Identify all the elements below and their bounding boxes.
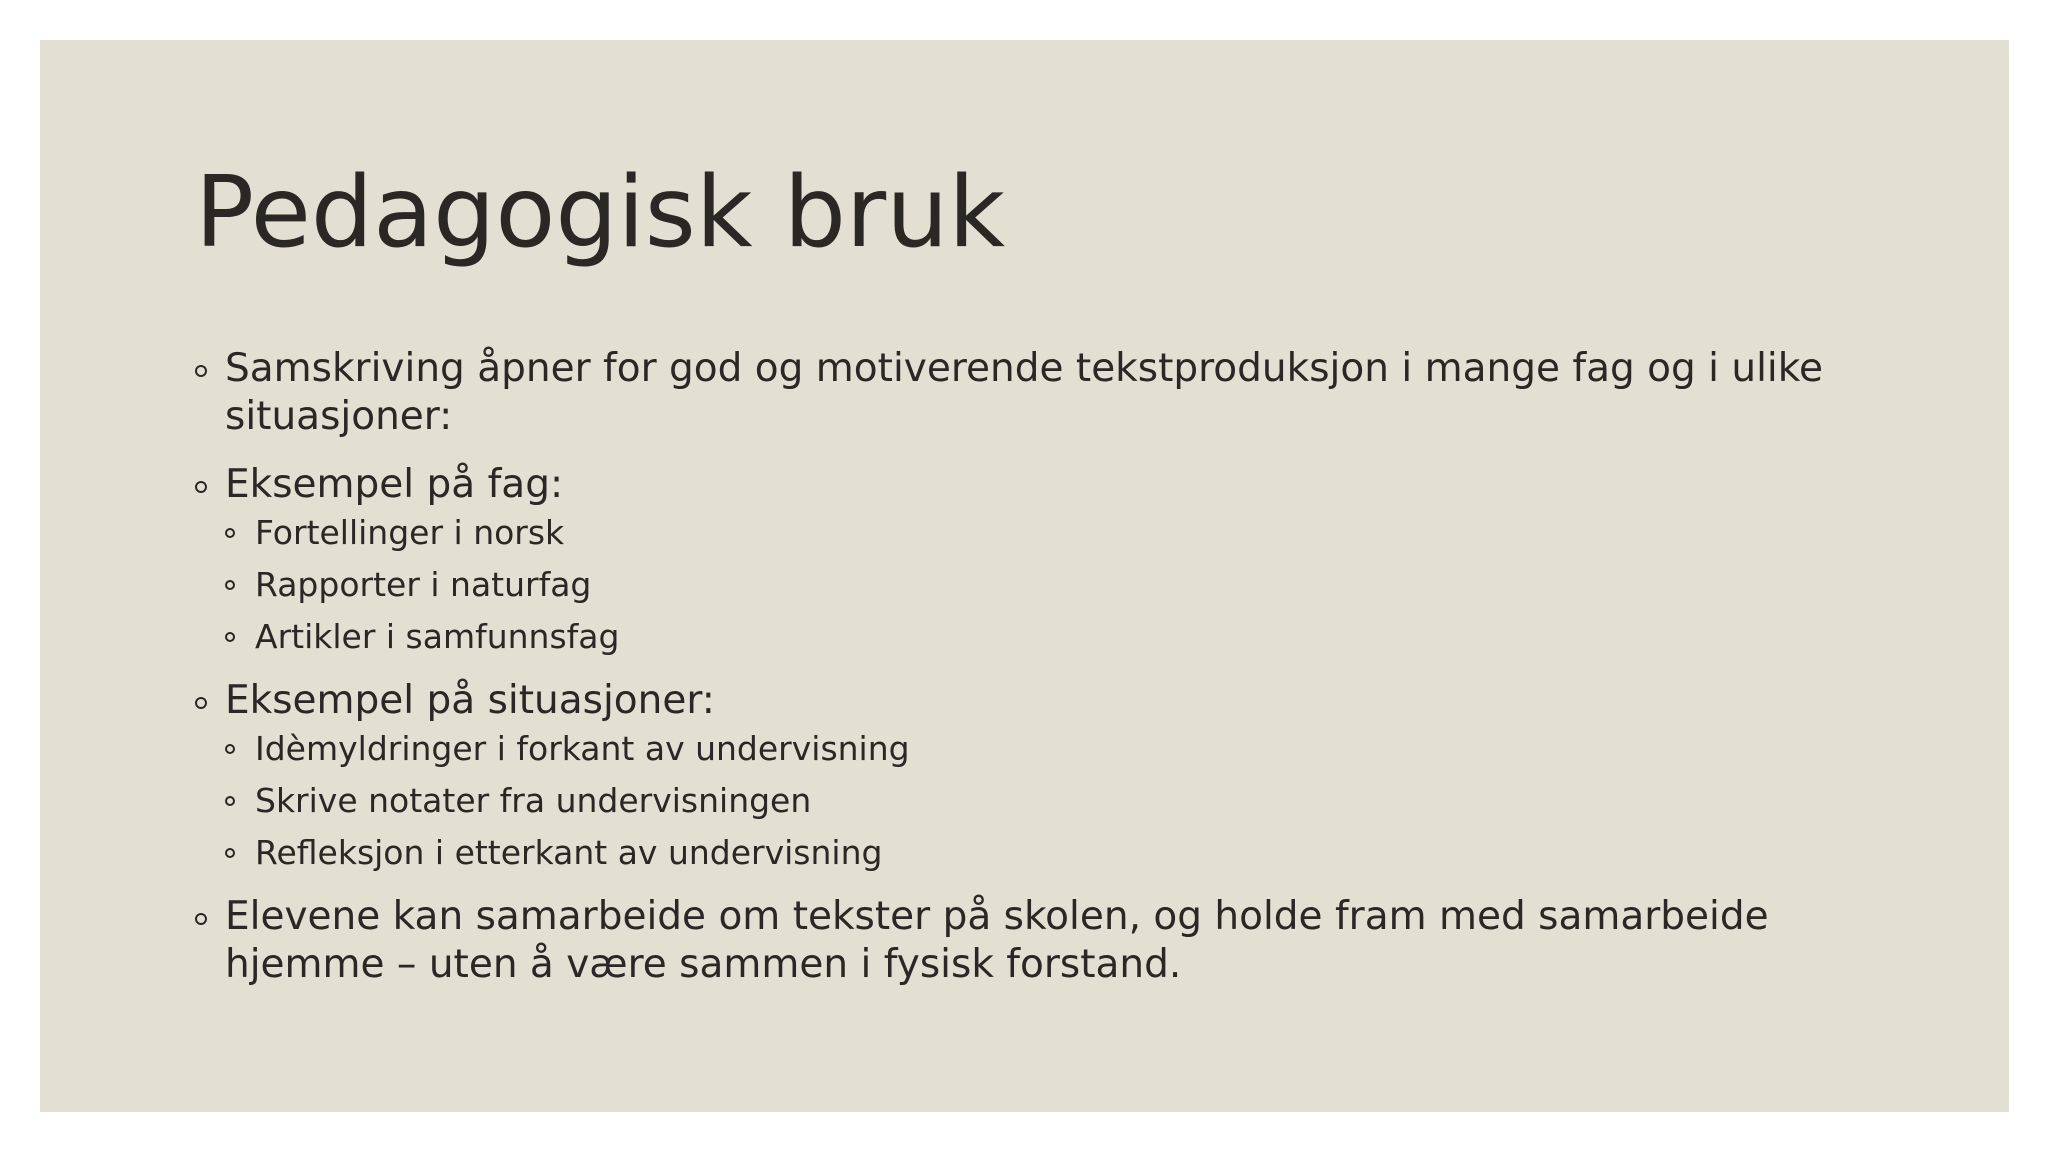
sub-bullet-item bbox=[225, 781, 1865, 821]
bullet-item bbox=[195, 677, 1865, 873]
bullet-text: Elevene kan samarbeide om tekster på skolen, og holde fram med samarbeide hjemme – uten å være sammen i fysisk forstand. bbox=[225, 894, 1769, 987]
circle-bullet-icon bbox=[225, 580, 235, 590]
bullet-item bbox=[195, 893, 1865, 989]
slide-title: Pedagogisk bruk bbox=[195, 156, 1006, 270]
sub-bullet-item bbox=[225, 617, 1865, 657]
sub-bullet-item bbox=[225, 565, 1865, 605]
sub-bullet-list bbox=[225, 729, 1865, 873]
sub-bullet-item bbox=[225, 833, 1865, 873]
circle-bullet-icon bbox=[225, 528, 235, 538]
circle-bullet-icon bbox=[225, 632, 235, 642]
bullet-list bbox=[195, 345, 1865, 1009]
bullet-text: Samskriving åpner for god og motiverende tekstproduksjon i mange fag og i ulike situasjoner: bbox=[225, 346, 1823, 439]
circle-bullet-icon bbox=[195, 481, 207, 493]
bullet-text: Eksempel på fag: bbox=[225, 462, 564, 507]
sub-bullet-text: Idèmyldringer i forkant av undervisning bbox=[255, 729, 910, 768]
circle-bullet-icon bbox=[195, 697, 207, 709]
circle-bullet-icon bbox=[225, 796, 235, 806]
bullet-item bbox=[195, 345, 1865, 441]
slide bbox=[40, 40, 2009, 1112]
sub-bullet-text: Fortellinger i norsk bbox=[255, 513, 565, 552]
sub-bullet-text: Artikler i samfunnsfag bbox=[255, 617, 620, 656]
sub-bullet-text: Skrive notater fra undervisningen bbox=[255, 781, 812, 820]
bullet-text: Eksempel på situasjoner: bbox=[225, 678, 715, 723]
bullet-item bbox=[195, 461, 1865, 657]
sub-bullet-item bbox=[225, 513, 1865, 553]
sub-bullet-text: Rapporter i naturfag bbox=[255, 565, 592, 604]
sub-bullet-list bbox=[225, 513, 1865, 657]
circle-bullet-icon bbox=[225, 848, 235, 858]
sub-bullet-text: Refleksjon i etterkant av undervisning bbox=[255, 833, 883, 872]
circle-bullet-icon bbox=[195, 365, 207, 377]
circle-bullet-icon bbox=[225, 744, 235, 754]
sub-bullet-item bbox=[225, 729, 1865, 769]
circle-bullet-icon bbox=[195, 913, 207, 925]
